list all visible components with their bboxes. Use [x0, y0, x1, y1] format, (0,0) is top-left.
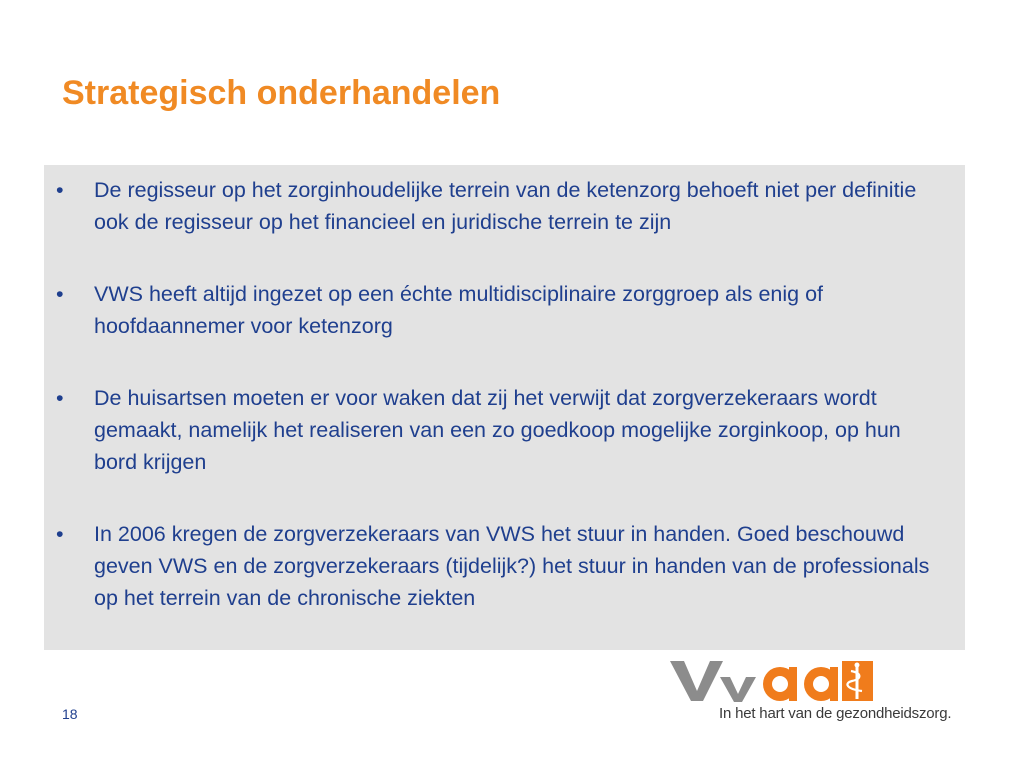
bullet-text: De regisseur op het zorginhoudelijke terrein van de ketenzorg behoeft niet per definitie ook de regisseur op het financieel en juridische terrein te zijn: [94, 178, 917, 234]
page-number: 18: [62, 706, 78, 722]
bullet-text: De huisartsen moeten er voor waken dat zij het verwijt dat zorgverzekeraars wordt gemaakt, namelijk het realiseren van een zo goedkoop mogelijke zorginkoop, op hun bord krijgen: [94, 386, 901, 474]
logo-tagline: In het hart van de gezondheidszorg.: [719, 705, 952, 722]
bullet-marker: •: [56, 282, 64, 306]
content-panel: [44, 165, 965, 650]
bullet-marker: •: [56, 522, 64, 546]
bullet-item: [44, 278, 965, 342]
bullet-item: [44, 518, 965, 614]
bullet-marker: •: [56, 386, 64, 410]
bullet-item: [44, 382, 965, 478]
bullet-text: VWS heeft altijd ingezet op een échte multidisciplinaire zorggroep als enig of hoofdaannemer voor ketenzorg: [94, 282, 824, 338]
bullet-text: In 2006 kregen de zorgverzekeraars van VWS het stuur in handen. Goed beschouwd geven VWS en de zorgverzekeraars (tijdelijk?) het stuur in handen van de professionals op het terrein van de chronische ziekten: [94, 522, 930, 610]
bullet-list: [44, 174, 965, 654]
slide-title: Strategisch onderhandelen: [62, 74, 501, 112]
bullet-item: [44, 174, 965, 238]
bullet-marker: •: [56, 178, 64, 202]
